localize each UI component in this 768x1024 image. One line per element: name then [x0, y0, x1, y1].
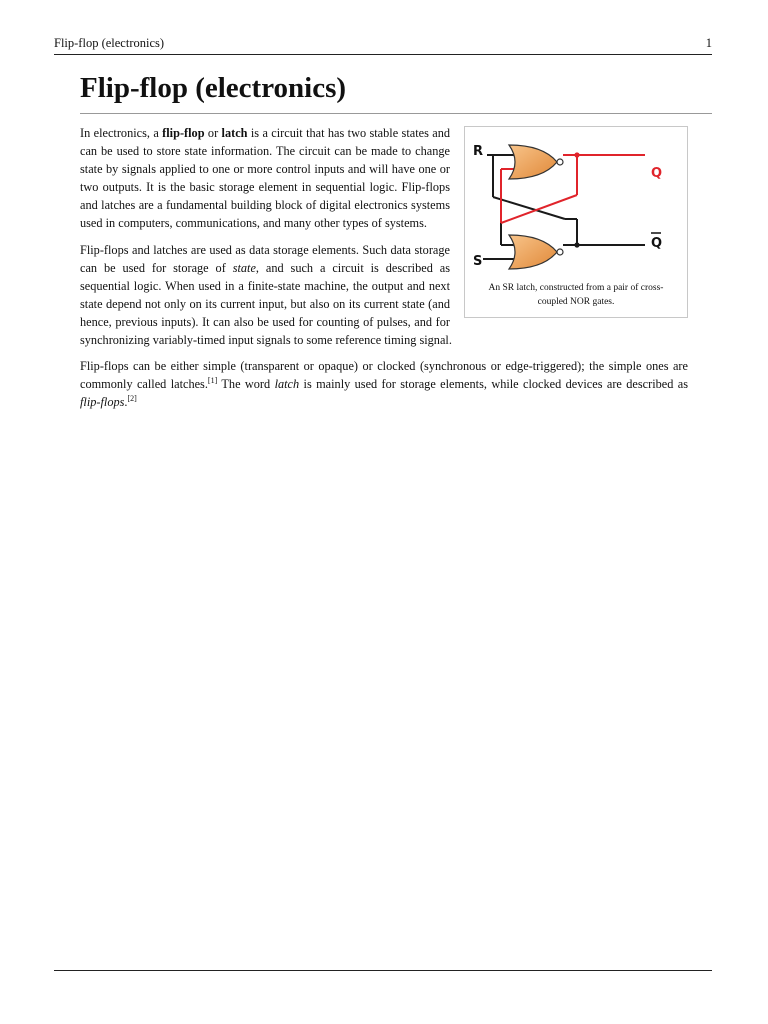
- p2-text-2: , and such a circuit is described as sequential logic. When used in a finite-state machine, the output and next state depend not only on its current input, but also on its current state (and hence, previous inputs). It can also be used for counting of pulses, and for synchronizing variably-timed input signals to some reference timing signal.: [80, 260, 452, 348]
- term-flip-flops-italic: flip-flops: [80, 395, 125, 410]
- sr-latch-figure: [464, 126, 688, 318]
- label-q: Q: [651, 166, 663, 181]
- p1-text-3: is a circuit that has two stable states and can be used to store state information. The circuit can be made to change state by signals applied to one or more control inputs and will have one or two outputs. It is the basic storage element in sequential logic. Flip-flops and latches are a fundamental building block of digital electronics systems used in computers, communications, and many other types of systems.: [80, 126, 450, 231]
- black-wires: [483, 155, 645, 259]
- page-number: 1: [705, 36, 712, 50]
- reference-2[interactable]: [2]: [127, 394, 137, 404]
- article-title: Flip-flop (electronics): [80, 72, 712, 114]
- footer-rule: [54, 970, 712, 971]
- article-body: [80, 124, 688, 419]
- label-q-bar: Q: [651, 236, 663, 251]
- junction-q: [574, 152, 579, 157]
- p2-text-1: Flip-flops and latches are used as data storage elements. Such data storage can be used for storage of: [80, 242, 450, 275]
- nor-gate-top: [509, 145, 563, 179]
- nor-gate-bottom: [509, 235, 563, 269]
- label-s: S: [473, 254, 483, 269]
- p1-text-2: or: [204, 126, 222, 140]
- term-flip-flop: flip-flop: [162, 126, 205, 140]
- term-state: state: [232, 260, 256, 275]
- term-latch: latch: [221, 126, 248, 140]
- figure-caption: An SR latch, constructed from a pair of cross-coupled NOR gates.: [488, 283, 664, 307]
- paragraph-types: [80, 357, 688, 411]
- sr-latch-diagram: [465, 127, 687, 277]
- junction-qbar: [574, 242, 579, 247]
- reference-1[interactable]: [1]: [207, 376, 218, 386]
- label-r: R: [473, 144, 484, 159]
- p3-text-3: is mainly used for storage elements, while clocked devices are described as: [299, 377, 688, 392]
- p3-text-2: The word: [217, 377, 275, 392]
- p3-text-4: .: [124, 395, 128, 410]
- running-title: Flip-flop (electronics): [54, 36, 165, 50]
- running-header: [54, 36, 712, 55]
- term-latch-italic: latch: [274, 377, 300, 392]
- p3-text-1: Flip-flops can be either simple (transparent or opaque) or clocked (synchronous or edge-triggered); the simple ones are commonly called latches.: [80, 359, 688, 392]
- p1-text-1: In electronics, a: [80, 126, 163, 140]
